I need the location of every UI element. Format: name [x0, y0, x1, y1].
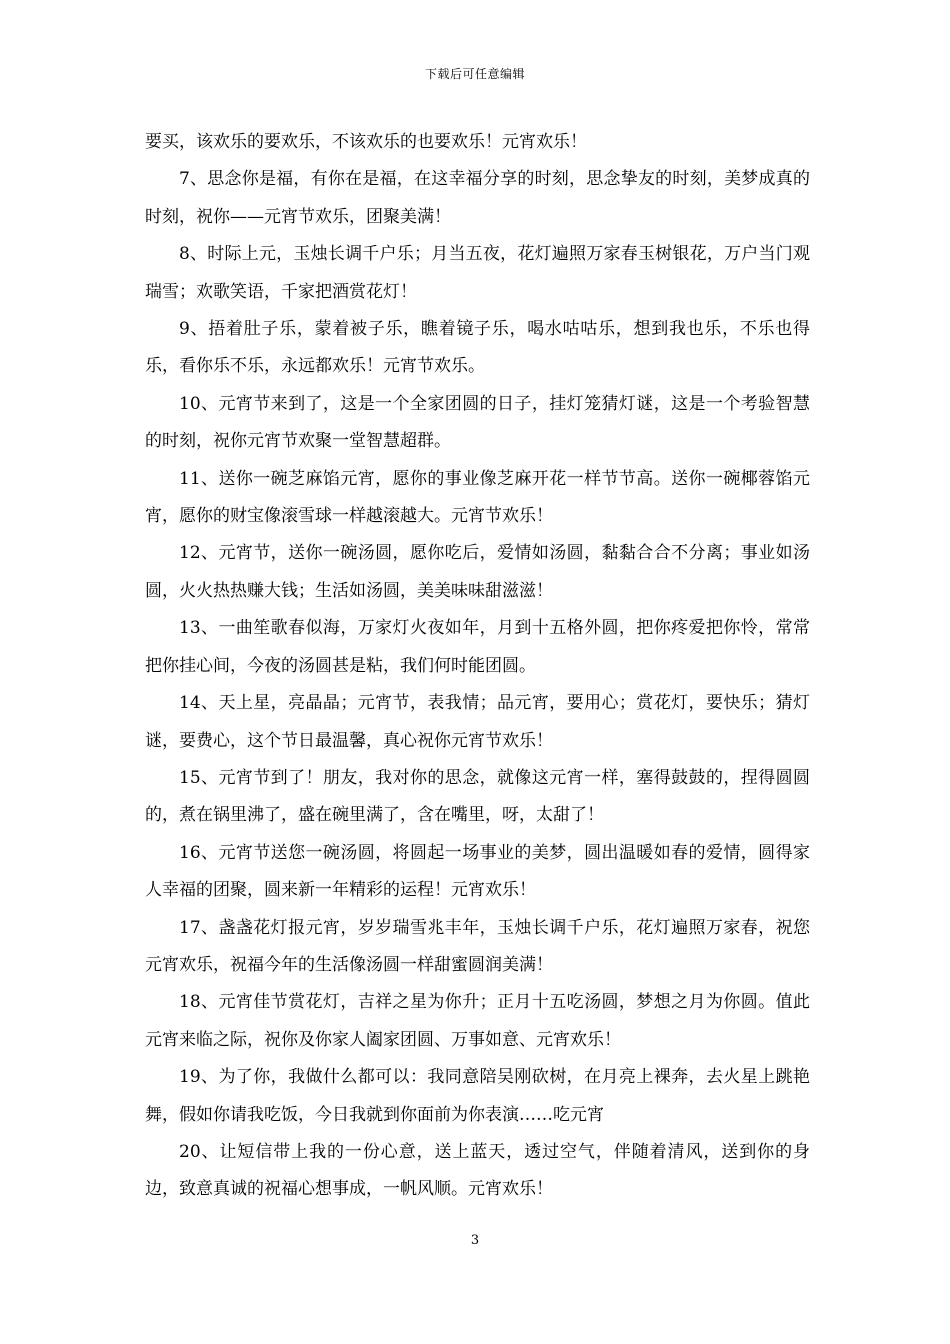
page-number: 3: [470, 1233, 480, 1248]
paragraph-16: 16、元宵节送您一碗汤圆，将圆起一场事业的美梦，圆出温暖如春的爱情，圆得家人幸福的团聚，圆来新一年精彩的运程！元宵欢乐！: [145, 842, 810, 901]
paragraph-18: 18、元宵佳节赏花灯，吉祥之星为你升；正月十五吃汤圆，梦想之月为你圆。值此元宵来临之际，祝你及你家人阖家团圆、万事如意、元宵欢乐！: [145, 992, 810, 1050]
paragraph-8: 8、时际上元，玉烛长调千户乐；月当五夜，花灯遍照万家春玉树银花，万户当门观瑞雪；欢歌笑语，千家把酒赏花灯！: [145, 244, 810, 302]
paragraph-11: 11、送你一碗芝麻馅元宵，愿你的事业像芝麻开花一样节节高。送你一碗椰蓉馅元宵，愿你的财宝像滚雪球一样越滚越大。元宵节欢乐！: [145, 468, 810, 527]
page-header: 下载后可任意编辑: [424, 67, 525, 81]
paragraph-12: 12、元宵节，送你一碗汤圆，愿你吃后，爱情如汤圆，黏黏合合不分离；事业如汤圆，火火热热赚大钱；生活如汤圆，美美味味甜滋滋！: [145, 543, 810, 601]
paragraph-10: 10、元宵节来到了，这是一个全家团圆的日子，挂灯笼猜灯谜，这是一个考验智慧的时刻，祝你元宵节欢聚一堂智慧超群。: [145, 393, 810, 452]
paragraph-14: 14、天上星，亮晶晶；元宵节，表我情；品元宵，要用心；赏花灯，要快乐；猜灯谜，要费心，这个节日最温馨，真心祝你元宵节欢乐！: [145, 693, 810, 751]
paragraph-13: 13、一曲笙歌春似海，万家灯火夜如年，月到十五格外圆，把你疼爱把你怜，常常把你挂心间，今夜的汤圆甚是粘，我们何时能团圆。: [145, 618, 810, 676]
paragraph-19: 19、为了你，我做什么都可以：我同意陪吴刚砍树，在月亮上裸奔，去火星上跳艳舞，假如你请我吃饭，今日我就到你面前为你表演……吃元宵: [145, 1067, 810, 1125]
document-body: [145, 124, 810, 1209]
paragraph-7: 7、思念你是福，有你在是福，在这幸福分享的时刻，思念挚友的时刻，美梦成真的时刻，祝你——元宵节欢乐，团聚美满！: [145, 169, 810, 227]
paragraph-17: 17、盏盏花灯报元宵，岁岁瑞雪兆丰年，玉烛长调千户乐，花灯遍照万家春，祝您元宵欢乐，祝福今年的生活像汤圆一样甜蜜圆润美满！: [145, 917, 810, 975]
paragraph-15: 15、元宵节到了！朋友，我对你的思念，就像这元宵一样，塞得鼓鼓的，捏得圆圆的，煮在锅里沸了，盛在碗里满了，含在嘴里，呀，太甜了！: [145, 767, 810, 826]
paragraph-9: 9、捂着肚子乐，蒙着被子乐，瞧着镜子乐，喝水咕咕乐，想到我也乐，不乐也得乐，看你乐不乐，永远都欢乐！元宵节欢乐。: [145, 319, 810, 377]
paragraph-continued: 要买，该欢乐的要欢乐，不该欢乐的也要欢乐！元宵欢乐！: [145, 132, 587, 152]
paragraph-20: 20、让短信带上我的一份心意，送上蓝天，透过空气，伴随着清风，送到你的身边，致意真诚的祝福心想事成，一帆风顺。元宵欢乐！: [145, 1141, 810, 1200]
